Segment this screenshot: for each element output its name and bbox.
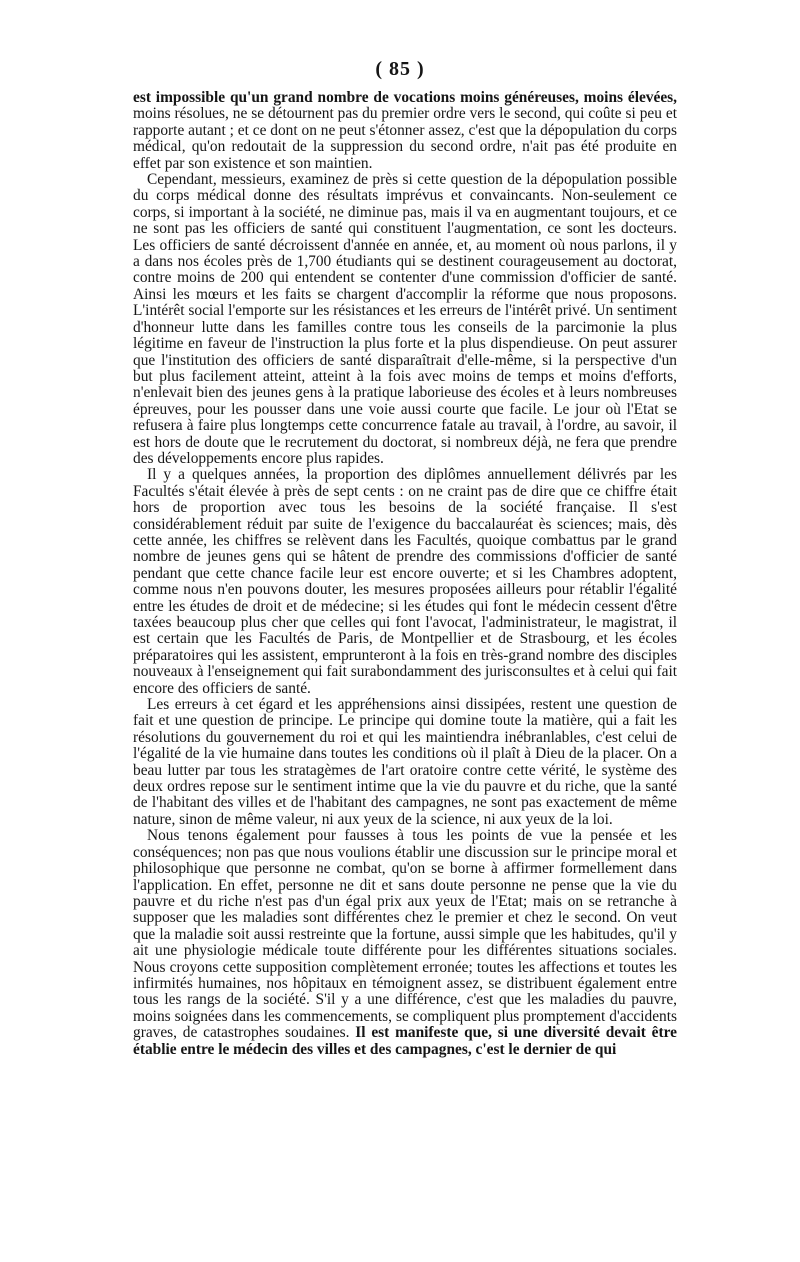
- paragraph-1-bold-start: est impossible qu'un grand nombre de vocations moins généreuses, moins élevées,: [133, 89, 677, 106]
- paragraph-4: Les erreurs à cet égard et les appréhensions ainsi dissipées, restent une question de fait et une question de principe. Le principe qui domine toute la matière, qui a fait les résolutions du gouvernement du roi et qui les maintiendra inébranlables, c'est celui de l'égalité de la vie humaine dans toutes les conditions où il plaît à Dieu de la placer. On a beau lutter par tous les stratagèmes de l'art oratoire contre cette vérité, le système des deux ordres repose sur le sentiment intime que la vie du pauvre et du riche, que la santé de l'habitant des villes et de l'habitant des campagnes, ne sont pas exactement de même nature, sinon de même valeur, ni aux yeux de la science, ni aux yeux de la loi.: [133, 696, 677, 828]
- paragraph-2: Cependant, messieurs, examinez de près si cette question de la dépopulation possible du corps médical donne des résultats imprévus et convaincants. Non-seulement ce corps, si important à la société, ne diminue pas, mais il va en augmentant toujours, et ce ne sont pas les officiers de santé qui constituent l'augmentation, ce sont les docteurs. Les officiers de santé décroissent d'année en année, et, au moment où nous parlons, il y a dans nos écoles près de 1,700 étudiants qui se destinent courageusement au doctorat, contre moins de 200 qui entendent se contenter d'une commission d'officier de santé. Ainsi les mœurs et les faits se chargent d'accomplir la réforme que nous proposons. L'intérêt social l'emporte sur les résistances et les erreurs de l'intérêt privé. Un sentiment d'honneur lutte dans les familles contre tous les conseils de la parcimonie la plus légitime en faveur de l'instruction la plus forte et la plus dispendieuse. On peut assurer que l'institution des officiers de santé disparaîtrait d'elle-même, si la perspective d'un but plus facilement atteint, atteint à la fois avec moins de temps et moins d'efforts, n'enlevait bien des jeunes gens à la pratique laborieuse des écoles et à leurs nombreuses épreuves, pour les pousser dans une voie aussi courte que facile. Le jour où l'Etat se refusera à faire plus longtemps cette concurrence fatale au travail, à l'ordre, au savoir, il est hors de doute que le recrutement du doctorat, si nombreux déjà, ne fera que prendre des développements encore plus rapides.: [133, 171, 677, 467]
- paragraph-3: Il y a quelques années, la proportion des diplômes annuellement délivrés par les Facultés s'était élevée à près de sept cents : on ne craint pas de dire que ce chiffre était hors de proportion avec tous les besoins de la société française. Il s'est considérablement réduit par suite de l'exigence du baccalauréat ès sciences; mais, dès cette année, les chiffres se relèvent dans les Facultés, quoique combattus par le grand nombre de jeunes gens qui se hâtent de prendre des commissions d'officier de santé pendant que cette chance facile leur est encore ouverte; et si les Chambres adoptent, comme nous n'en pouvons douter, les mesures proposées ailleurs pour rétablir l'égalité entre les études de droit et de médecine; si les études qui font le médecin cessent d'être taxées beaucoup plus cher que celles qui font l'avocat, l'administrateur, le magistrat, il est certain que les Facultés de Paris, de Montpellier et de Strasbourg, et les écoles préparatoires qui les assistent, emprunteront à la fois en très-grand nombre des disciples nouveaux à l'enseignement qui fait surabondamment des jurisconsultes et à celui qui fait encore des officiers de santé.: [133, 466, 677, 697]
- paragraph-1: [133, 90, 677, 172]
- paragraph-5-bold-end: Il est manifeste que, si une diversité devait être établie entre le médecin des villes et des campagnes, c'est le dernier de qui: [133, 1024, 677, 1058]
- paragraph-5-text: Nous tenons également pour fausses à tous les points de vue la pensée et les conséquences; non pas que nous voulions établir une discussion sur le principe moral et philosophique que personne ne combat, qu'on se borne à affirmer formellement dans l'application. En effet, personne ne dit et sans doute personne ne pense que la vie du pauvre et du riche n'est pas d'un égal prix aux yeux de l'Etat; mais on se retranche à supposer que les maladies sont différentes chez le premier et chez le second. On veut que la maladie soit aussi restreinte que la fortune, aussi simple que les habitudes, qu'il y ait une physiologie médicale toute différente pour les différentes situations sociales. Nous croyons cette supposition complètement erronée; toutes les affections et toutes les infirmités humaines, nos hôpitaux en témoignent assez, se distribuent également entre tous les rangs de la société. S'il y a une différence, c'est que les maladies du pauvre, moins soignées dans les commencements, se compliquent plus promptement d'accidents graves, de catastrophes soudaines.: [133, 827, 677, 1042]
- paragraph-1-text: moins résolues, ne se détournent pas du premier ordre vers le second, qui coûte si peu et rapporte autant ; et ce dont on ne peut s'étonner assez, c'est que la dépopulation du corps médical, qu'on redoutait de la suppression du second ordre, n'ait pas été produite en effet par son existence et son maintien.: [133, 105, 677, 172]
- body-text: [133, 90, 677, 1058]
- paragraph-5: [133, 828, 677, 1058]
- page-number: ( 85 ): [375, 58, 425, 80]
